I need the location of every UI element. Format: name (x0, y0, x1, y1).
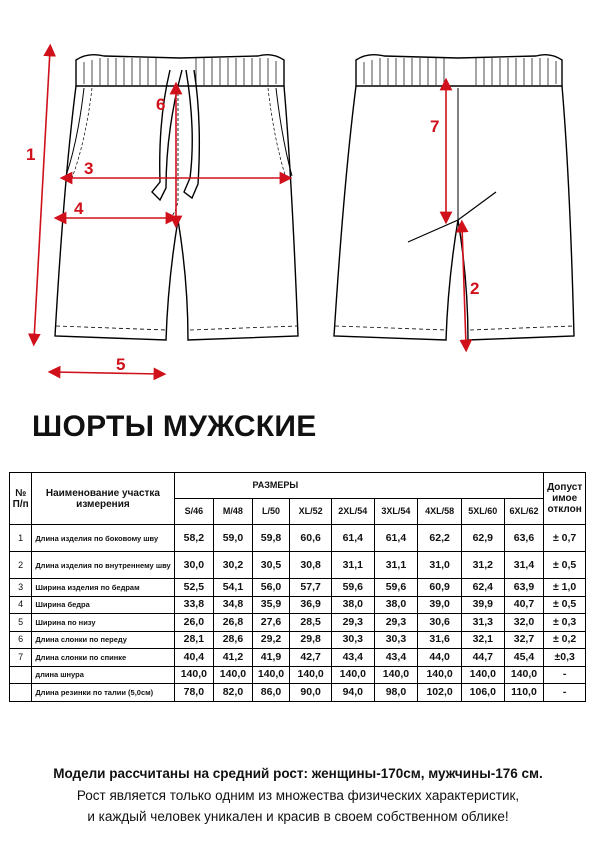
measurement-value: 62,4 (461, 579, 504, 597)
header-number: № П/п (10, 473, 32, 525)
measurement-value: 30,5 (252, 552, 290, 579)
measurement-value: 26,8 (214, 614, 253, 632)
measurement-value: 31,1 (331, 552, 374, 579)
measurement-value: 36,9 (290, 596, 332, 614)
measurement-value: 106,0 (461, 684, 504, 702)
measurement-value: 38,0 (374, 596, 418, 614)
measurement-value: 140,0 (504, 666, 544, 684)
tolerance-value: - (544, 666, 586, 684)
measurement-value: 39,9 (461, 596, 504, 614)
measurement-value: 33,8 (174, 596, 214, 614)
measurement-value: 26,0 (174, 614, 214, 632)
tolerance-value: ± 1,0 (544, 579, 586, 597)
size-header-cell: 3XL/54 (374, 499, 418, 525)
table-row (10, 552, 586, 579)
measure-label-6: 6 (156, 95, 166, 114)
measurement-value: 30,2 (214, 552, 253, 579)
measurement-value: 44,0 (418, 649, 462, 667)
measurement-value: 29,3 (374, 614, 418, 632)
measurement-value: 30,0 (174, 552, 214, 579)
measurement-value: 30,3 (331, 631, 374, 649)
measurement-value: 31,2 (461, 552, 504, 579)
header-sizes: РАЗМЕРЫ (174, 473, 544, 499)
measure-label-3: 3 (84, 159, 94, 178)
measurement-value: 30,3 (374, 631, 418, 649)
measure-label-5: 5 (116, 355, 126, 374)
row-number: 5 (10, 614, 32, 632)
measurement-value: 45,4 (504, 649, 544, 667)
measurement-name: Ширина изделия по бедрам (32, 579, 174, 597)
table-row (10, 666, 586, 684)
measurement-value: 28,6 (214, 631, 253, 649)
measurement-value: 29,3 (331, 614, 374, 632)
measurement-value: 40,7 (504, 596, 544, 614)
measurement-value: 110,0 (504, 684, 544, 702)
measurement-value: 31,4 (504, 552, 544, 579)
measurement-name: Ширина по низу (32, 614, 174, 632)
measurement-value: 62,2 (418, 525, 462, 552)
table-row (10, 684, 586, 702)
measurement-value: 28,1 (174, 631, 214, 649)
measurement-value: 59,8 (252, 525, 290, 552)
measurement-name: Длина слонки по спинке (32, 649, 174, 667)
table-row (10, 631, 586, 649)
tolerance-value: ± 0,7 (544, 525, 586, 552)
measurement-value: 31,3 (461, 614, 504, 632)
measurement-value: 34,8 (214, 596, 253, 614)
tolerance-value: ±0,3 (544, 649, 586, 667)
measurement-value: 56,0 (252, 579, 290, 597)
measurement-value: 61,4 (374, 525, 418, 552)
measurement-name: Ширина бедра (32, 596, 174, 614)
measurement-value: 41,9 (252, 649, 290, 667)
shorts-technical-drawing (0, 0, 596, 400)
size-header-cell: 6XL/62 (504, 499, 544, 525)
measurement-value: 86,0 (252, 684, 290, 702)
measurement-value: 58,2 (174, 525, 214, 552)
size-header-cell: 4XL/58 (418, 499, 462, 525)
measurement-value: 60,6 (290, 525, 332, 552)
table-row (10, 649, 586, 667)
tolerance-value: ± 0,5 (544, 596, 586, 614)
size-header-cell: L/50 (252, 499, 290, 525)
back-view (334, 55, 574, 340)
footer-note-heights: Модели рассчитаны на средний рост: женщины-170см, мужчины-176 см. (53, 766, 543, 781)
measurement-value: 29,8 (290, 631, 332, 649)
measurement-value: 28,5 (290, 614, 332, 632)
table-row (10, 596, 586, 614)
measurement-value: 29,2 (252, 631, 290, 649)
measurement-value: 98,0 (374, 684, 418, 702)
size-header-cell: 2XL/54 (331, 499, 374, 525)
footer-note-line2: Рост является только одним из множества физических характеристик, (76, 788, 520, 803)
size-header-cell: M/48 (214, 499, 253, 525)
row-number (10, 666, 32, 684)
table-row (10, 525, 586, 552)
tolerance-value: - (544, 684, 586, 702)
measurement-value: 140,0 (461, 666, 504, 684)
measurement-value: 32,7 (504, 631, 544, 649)
measurement-value: 59,0 (214, 525, 253, 552)
measurement-value: 140,0 (331, 666, 374, 684)
measurement-value: 54,1 (214, 579, 253, 597)
measure-line-1 (34, 50, 50, 340)
measurement-value: 32,1 (461, 631, 504, 649)
page-title: ШОРТЫ МУЖСКИЕ (32, 410, 317, 443)
row-number: 1 (10, 525, 32, 552)
measurement-value: 57,7 (290, 579, 332, 597)
measurement-value: 31,6 (418, 631, 462, 649)
measure-label-2: 2 (470, 279, 480, 298)
measurement-value: 102,0 (418, 684, 462, 702)
measure-line-5 (54, 372, 160, 374)
measurement-value: 140,0 (290, 666, 332, 684)
measurement-name: Длина слонки по переду (32, 631, 174, 649)
measurement-value: 59,6 (374, 579, 418, 597)
size-header-cell: 5XL/60 (461, 499, 504, 525)
row-number: 3 (10, 579, 32, 597)
measurement-value: 41,2 (214, 649, 253, 667)
measurement-value: 35,9 (252, 596, 290, 614)
row-number (10, 684, 32, 702)
measurement-value: 30,8 (290, 552, 332, 579)
tolerance-value: ± 0,3 (544, 614, 586, 632)
tolerance-value: ± 0,2 (544, 631, 586, 649)
measurement-value: 52,5 (174, 579, 214, 597)
row-number: 6 (10, 631, 32, 649)
table-row (10, 579, 586, 597)
measure-label-4: 4 (74, 199, 84, 218)
measurement-value: 63,6 (504, 525, 544, 552)
table-row (10, 614, 586, 632)
measurement-value: 82,0 (214, 684, 253, 702)
row-number: 4 (10, 596, 32, 614)
measurement-value: 61,4 (331, 525, 374, 552)
measurement-value: 94,0 (331, 684, 374, 702)
measurement-value: 39,0 (418, 596, 462, 614)
size-header-cell: S/46 (174, 499, 214, 525)
row-number: 2 (10, 552, 32, 579)
size-table (9, 472, 586, 702)
measurement-value: 42,7 (290, 649, 332, 667)
measurement-value: 90,0 (290, 684, 332, 702)
measurement-value: 27,6 (252, 614, 290, 632)
measurement-value: 30,6 (418, 614, 462, 632)
measurement-value: 140,0 (374, 666, 418, 684)
measurement-value: 140,0 (252, 666, 290, 684)
measurement-name: длина шнура (32, 666, 174, 684)
measure-label-7: 7 (430, 117, 440, 136)
measurement-name: Длина изделия по боковому шву (32, 525, 174, 552)
measurement-value: 43,4 (331, 649, 374, 667)
measurement-value: 62,9 (461, 525, 504, 552)
measurement-value: 40,4 (174, 649, 214, 667)
measurement-value: 32,0 (504, 614, 544, 632)
measurement-value: 78,0 (174, 684, 214, 702)
measurement-value: 38,0 (331, 596, 374, 614)
row-number: 7 (10, 649, 32, 667)
header-tolerance: Допуст имое отклон (544, 473, 586, 525)
measurement-value: 63,9 (504, 579, 544, 597)
measurement-name: Длина резинки по талии (5,0см) (32, 684, 174, 702)
size-header-cell: XL/52 (290, 499, 332, 525)
measurement-value: 43,4 (374, 649, 418, 667)
measurement-value: 31,0 (418, 552, 462, 579)
measurement-value: 44,7 (461, 649, 504, 667)
measurement-value: 59,6 (331, 579, 374, 597)
measurement-value: 140,0 (174, 666, 214, 684)
measurement-name: Длина изделия по внутреннему шву (32, 552, 174, 579)
measurement-value: 140,0 (214, 666, 253, 684)
header-measurement-name: Наименование участка измерения (32, 473, 174, 525)
measure-label-1: 1 (26, 145, 36, 164)
footer-note-line3: и каждый человек уникален и красив в своем собственном облике! (87, 809, 509, 824)
tolerance-value: ± 0,5 (544, 552, 586, 579)
measurement-value: 140,0 (418, 666, 462, 684)
measurement-value: 60,9 (418, 579, 462, 597)
measurement-value: 31,1 (374, 552, 418, 579)
